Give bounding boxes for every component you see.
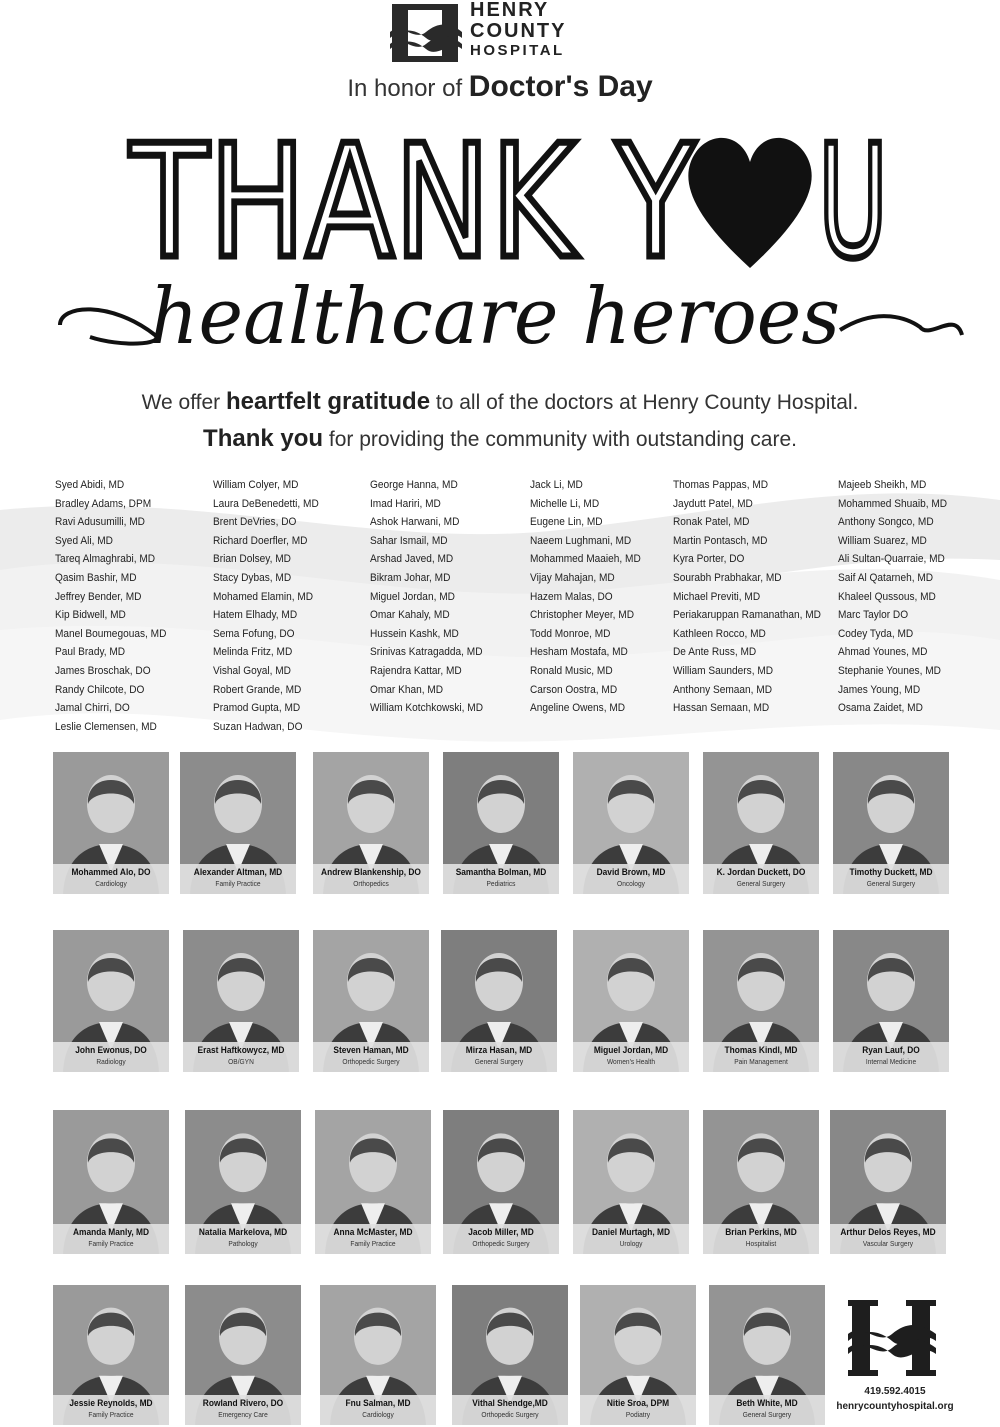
honor-line: [0, 70, 1000, 104]
featured-doctor-name: Fnu Salman, MD: [345, 1398, 411, 1409]
featured-doctor-specialty: Cardiology: [362, 1410, 394, 1419]
doctor-name: Manel Boumegouas, MD: [55, 627, 167, 640]
doctor-name: Jaydutt Patel, MD: [673, 497, 753, 510]
doctor-name: Hassan Semaan, MD: [673, 702, 770, 715]
doctor-column-5: [673, 476, 834, 718]
doctor-photo-card: [573, 752, 689, 894]
doctor-name: Leslie Clemensen, MD: [55, 720, 157, 733]
doctor-name: Omar Kahaly, MD: [370, 609, 450, 622]
doctor-caption: [53, 1042, 169, 1072]
featured-doctor-specialty: Cardiology: [95, 879, 127, 888]
doctor-caption: [53, 864, 169, 894]
featured-doctor-specialty: General Surgery: [866, 879, 916, 888]
honor-strong: Doctor's Day: [468, 70, 653, 103]
doctor-name: Majeeb Sheikh, MD: [838, 479, 927, 491]
doctor-name: Jamal Chirri, DO: [55, 702, 130, 715]
featured-doctor-name: David Brown, MD: [596, 867, 666, 878]
doctor-photo-card: [53, 1285, 169, 1425]
doctor-photo-card: [703, 752, 819, 894]
doctor-photo-card: [709, 1285, 825, 1425]
intro-1a: We offer: [141, 391, 221, 414]
doctor-photo-card: [830, 1110, 946, 1254]
featured-doctor-specialty: Podiatry: [625, 1410, 651, 1419]
intro-1b: heartfelt gratitude: [226, 388, 431, 415]
doctor-caption: [452, 1395, 568, 1425]
featured-doctor-specialty: Orthopedic Surgery: [342, 1057, 400, 1066]
featured-doctor-name: Jacob Miller, MD: [468, 1227, 534, 1238]
heart-icon: [688, 138, 811, 268]
featured-doctor-name: Amanda Manly, MD: [72, 1227, 150, 1238]
doctor-name: Saif Al Qatarneh, MD: [838, 571, 934, 584]
doctor-name: James Young, MD: [838, 683, 921, 696]
doctor-name: Pramod Gupta, MD: [213, 702, 301, 715]
doctor-name: Brian Dolsey, MD: [213, 553, 291, 566]
featured-doctor-specialty: OB/GYN: [228, 1057, 254, 1066]
intro-line-2: [0, 421, 1000, 458]
doctor-name: Stephanie Younes, MD: [838, 664, 941, 677]
doctor-photo-card: [315, 1110, 431, 1254]
doctor-name: Hesham Mostafa, MD: [530, 646, 628, 659]
doctor-name: Laura DeBenedetti, MD: [213, 497, 319, 510]
doctor-name: Hussein Kashk, MD: [370, 627, 459, 640]
doctor-name: De Ante Russ, MD: [673, 646, 757, 659]
featured-doctor-name: Andrew Blankenship, DO: [321, 867, 421, 878]
doctor-column-4: [530, 476, 650, 718]
featured-doctor-specialty: Internal Medicine: [865, 1057, 917, 1066]
doctor-name: Melinda Fritz, MD: [213, 646, 293, 659]
doctor-name: Mohammed Shuaib, MD: [838, 497, 948, 510]
doctor-caption: [703, 1042, 819, 1072]
featured-doctor-name: John Ewonus, DO: [75, 1045, 147, 1056]
doctor-name: Ashok Harwani, MD: [370, 516, 460, 529]
doctor-name: Paul Brady, MD: [55, 646, 126, 659]
doctor-name: Michael Previti, MD: [673, 590, 761, 603]
featured-doctor-name: Ryan Lauf, DO: [862, 1045, 920, 1056]
doctor-name: William Saunders, MD: [673, 664, 774, 677]
intro-2b: for providing the community with outstanding care.: [328, 428, 797, 451]
featured-doctor-specialty: Vascular Surgery: [862, 1239, 914, 1248]
doctor-name: Periakaruppan Ramanathan, MD: [673, 609, 821, 622]
featured-doctor-specialty: Pathology: [228, 1239, 258, 1248]
doctor-name: Ronak Patel, MD: [673, 516, 750, 529]
doctor-caption: [180, 864, 296, 894]
featured-doctor-specialty: Orthopedic Surgery: [472, 1239, 530, 1248]
featured-doctor-name: Mirza Hasan, MD: [465, 1045, 533, 1056]
featured-doctor-name: Beth White, MD: [736, 1398, 798, 1409]
featured-doctor-name: Jessie Reynolds, MD: [69, 1398, 153, 1409]
doctor-name: Ronald Music, MD: [530, 664, 613, 677]
doctor-name: Arshad Javed, MD: [370, 553, 454, 566]
doctor-name: William Kotchkowski, MD: [370, 702, 484, 715]
doctor-name: Anthony Semaan, MD: [673, 683, 773, 696]
website-link[interactable]: henrycountyhospital.org: [836, 1401, 954, 1412]
featured-doctor-name: Nitie Sroa, DPM: [606, 1398, 670, 1409]
doctor-name: Bikram Johar, MD: [370, 571, 451, 584]
thank-text: THANK Y: [129, 111, 696, 293]
doctor-name: Bradley Adams, DPM: [55, 497, 152, 510]
doctor-name: Kyra Porter, DO: [673, 553, 745, 566]
doctor-name: Marc Taylor DO: [838, 609, 909, 622]
featured-doctor-specialty: Pain Management: [734, 1057, 788, 1066]
doctor-name: Robert Grande, MD: [213, 683, 302, 696]
phone-number: 419.592.4015: [864, 1386, 926, 1397]
doctor-caption: [320, 1395, 436, 1425]
doctor-photo-card: [180, 752, 296, 894]
brand-wordmark: [470, 0, 566, 58]
featured-doctor-name: Thomas Kindl, MD: [724, 1045, 798, 1056]
doctor-column-3: [370, 476, 493, 718]
doctor-name: Imad Hariri, MD: [370, 497, 441, 510]
featured-doctor-specialty: Family Practice: [88, 1239, 134, 1248]
contact-info: [820, 1384, 970, 1414]
doctor-column-1: [55, 476, 176, 736]
doctor-name: Stacy Dybas, MD: [213, 571, 292, 584]
doctor-caption: [709, 1395, 825, 1425]
doctor-name: Ravi Adusumilli, MD: [55, 516, 145, 529]
featured-doctor-name: Erast Haftkowycz, MD: [197, 1045, 285, 1056]
doctor-photo-card: [441, 930, 557, 1072]
intro-text: [0, 384, 1000, 458]
doctor-name: Richard Doerfler, MD: [213, 534, 308, 547]
doctor-caption: [443, 864, 559, 894]
doctor-column-2: [213, 476, 328, 736]
doctor-caption: [185, 1224, 301, 1254]
featured-doctor-specialty: General Surgery: [736, 879, 786, 888]
doctor-name: Randy Chilcote, DO: [55, 683, 145, 696]
doctor-photo-card: [183, 930, 299, 1072]
doctor-caption: [703, 864, 819, 894]
doctor-name: Syed Ali, MD: [55, 534, 113, 547]
intro-2a: Thank you: [203, 425, 324, 452]
doctor-photo-card: [573, 930, 689, 1072]
featured-doctor-specialty: General Surgery: [742, 1410, 792, 1419]
doctor-photo-card: [313, 752, 429, 894]
doctor-photo-card: [833, 752, 949, 894]
featured-doctor-name: Mohammed Alo, DO: [71, 867, 151, 878]
doctor-name: Michelle Li, MD: [530, 497, 600, 510]
brand-line-3: HOSPITAL: [470, 42, 565, 59]
doctor-name: Anthony Songco, MD: [838, 516, 934, 529]
featured-doctor-specialty: Hospitalist: [745, 1239, 777, 1248]
doctor-name: Miguel Jordan, MD: [370, 590, 455, 603]
doctor-name: Rajendra Kattar, MD: [370, 664, 462, 677]
doctor-caption: [703, 1224, 819, 1254]
doctor-name: Brent DeVries, DO: [213, 516, 297, 529]
doctor-caption: [833, 864, 949, 894]
intro-1c: to all of the doctors at Henry County Hospital.: [435, 391, 859, 414]
doctor-caption: [833, 1042, 949, 1072]
doctor-name: William Colyer, MD: [213, 479, 299, 491]
featured-doctor-specialty: Family Practice: [215, 879, 261, 888]
doctor-caption: [185, 1395, 301, 1425]
featured-doctor-name: Brian Perkins, MD: [725, 1227, 797, 1238]
doctor-name: Khaleel Qussous, MD: [838, 590, 936, 603]
doctor-caption: [53, 1395, 169, 1425]
doctor-caption: [830, 1224, 946, 1254]
doctor-name: Osama Zaidet, MD: [838, 702, 923, 715]
doctor-name: Carson Oostra, MD: [530, 683, 618, 696]
doctor-name: Tareq Almaghrabi, MD: [55, 553, 156, 566]
doctor-name: Angeline Owens, MD: [530, 702, 626, 715]
doctor-name: Vijay Mahajan, MD: [530, 571, 615, 584]
doctor-name: Martin Pontasch, MD: [673, 534, 768, 547]
doctor-name: Sahar Ismail, MD: [370, 534, 448, 547]
honor-prefix: In honor of: [347, 75, 463, 102]
featured-doctor-specialty: Orthopedic Surgery: [481, 1410, 539, 1419]
doctor-photo-card: [703, 1110, 819, 1254]
doctor-caption: [315, 1224, 431, 1254]
featured-doctor-specialty: Family Practice: [88, 1410, 134, 1419]
doctor-name: Eugene Lin, MD: [530, 516, 603, 529]
brand-line-1: HENRY: [470, 0, 550, 21]
doctor-caption: [313, 864, 429, 894]
featured-doctor-specialty: Emergency Care: [218, 1410, 268, 1419]
doctor-name: Thomas Pappas, MD: [673, 479, 769, 491]
featured-doctor-name: Natalia Markelova, MD: [198, 1227, 288, 1238]
henry-county-logo-icon: [390, 2, 462, 64]
doctor-name: Kathleen Rocco, MD: [673, 627, 766, 640]
featured-doctor-name: Rowland Rivero, DO: [202, 1398, 284, 1409]
doctor-caption: [573, 1042, 689, 1072]
doctor-photo-card: [53, 752, 169, 894]
script-text: healthcare heroes: [150, 272, 840, 362]
featured-doctor-name: Vithal Shendge,MD: [472, 1398, 548, 1409]
doctor-name: Jack Li, MD: [530, 479, 583, 491]
doctor-caption: [53, 1224, 169, 1254]
doctor-name: Kip Bidwell, MD: [55, 609, 126, 622]
doctor-name: Ahmad Younes, MD: [838, 646, 928, 659]
doctor-photo-card: [703, 930, 819, 1072]
doctor-name: Ali Sultan-Quarraie, MD: [838, 553, 945, 566]
thank-you-headline: [129, 111, 890, 293]
featured-doctor-specialty: Oncology: [617, 879, 645, 888]
doctor-photo-card: [185, 1285, 301, 1425]
featured-doctor-name: Steven Haman, MD: [333, 1045, 409, 1056]
featured-doctor-specialty: Women's Health: [606, 1057, 656, 1066]
featured-doctor-name: Timothy Duckett, MD: [849, 867, 933, 878]
doctor-caption: [573, 1224, 689, 1254]
header: [0, 0, 1000, 120]
doctor-name: Mohamed Elamin, MD: [213, 590, 314, 603]
featured-doctor-name: Samantha Bolman, MD: [455, 867, 547, 878]
doctor-photo-card: [443, 1110, 559, 1254]
featured-doctor-name: Alexander Altman, MD: [193, 867, 283, 878]
featured-doctor-specialty: Family Practice: [350, 1239, 396, 1248]
brand-line-2: COUNTY: [470, 20, 567, 42]
u-text: U: [818, 111, 888, 293]
doctor-name: Christopher Meyer, MD: [530, 609, 635, 622]
doctor-caption: [580, 1395, 696, 1425]
doctor-name: Sourabh Prabhakar, MD: [673, 571, 782, 584]
featured-doctor-specialty: General Surgery: [474, 1057, 524, 1066]
doctor-caption: [183, 1042, 299, 1072]
doctor-photo-card: [53, 930, 169, 1072]
doctor-name: Suzan Hadwan, DO: [213, 720, 303, 733]
doctor-name: Mohammed Maaieh, MD: [530, 553, 641, 566]
intro-line-1: [0, 384, 1000, 421]
doctor-name: Srinivas Katragadda, MD: [370, 646, 483, 659]
featured-doctor-name: Daniel Murtagh, MD: [591, 1227, 671, 1238]
doctor-photo-card: [53, 1110, 169, 1254]
doctor-name: Qasim Bashir, MD: [55, 571, 137, 584]
doctor-name: Hatem Elhady, MD: [213, 609, 298, 622]
doctor-photo-card: [833, 930, 949, 1072]
doctor-name: Hazem Malas, DO: [530, 590, 613, 603]
doctor-photo-card: [443, 752, 559, 894]
featured-doctor-specialty: Radiology: [96, 1057, 126, 1066]
doctor-name: Codey Tyda, MD: [838, 627, 914, 640]
featured-doctor-specialty: Urology: [619, 1239, 643, 1248]
doctor-photo-card: [320, 1285, 436, 1425]
henry-county-footer-logo-icon: [848, 1298, 936, 1378]
doctor-photo-card: [185, 1110, 301, 1254]
featured-doctor-name: Miguel Jordan, MD: [593, 1045, 669, 1056]
featured-doctor-specialty: Pediatrics: [486, 879, 516, 888]
doctor-caption: [573, 864, 689, 894]
featured-doctor-name: Anna McMaster, MD: [333, 1227, 413, 1238]
doctor-caption: [441, 1042, 557, 1072]
doctor-name: William Suarez, MD: [838, 534, 927, 547]
featured-doctor-name: Arthur Delos Reyes, MD: [840, 1227, 936, 1238]
doctor-photo-card: [573, 1110, 689, 1254]
featured-doctor-specialty: Orthopedics: [353, 879, 389, 888]
doctor-name: Syed Abidi, MD: [55, 479, 125, 491]
doctor-name: Vishal Goyal, MD: [213, 664, 291, 677]
doctor-name: James Broschak, DO: [55, 664, 151, 677]
doctor-name: Sema Fofung, DO: [213, 627, 295, 640]
doctor-column-6: [838, 476, 957, 718]
doctor-caption: [443, 1224, 559, 1254]
doctor-name: Jeffrey Bender, MD: [55, 590, 142, 603]
doctor-caption: [313, 1042, 429, 1072]
doctor-photo-card: [580, 1285, 696, 1425]
featured-doctor-name: K. Jordan Duckett, DO: [716, 867, 806, 878]
doctor-photo-card: [452, 1285, 568, 1425]
doctor-name: George Hanna, MD: [370, 479, 458, 491]
doctor-name: Naeem Lughmani, MD: [530, 534, 632, 547]
doctor-name: Todd Monroe, MD: [530, 627, 611, 640]
healthcare-heroes-script: [50, 265, 970, 385]
doctor-photo-card: [313, 930, 429, 1072]
doctor-name: Omar Khan, MD: [370, 683, 444, 696]
